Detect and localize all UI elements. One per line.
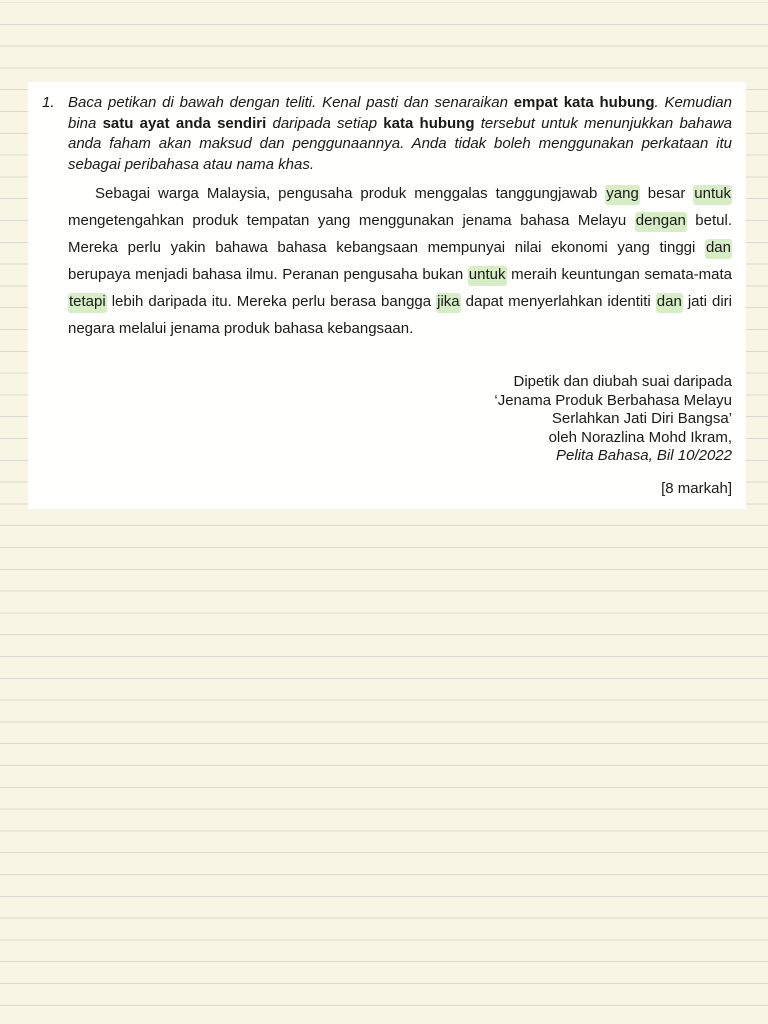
- highlighted-conjunction: untuk: [468, 266, 507, 286]
- question-number: 1.: [42, 94, 55, 111]
- passage-text: meraih keuntungan semata-mata: [506, 266, 733, 283]
- passage-text: Sebagai warga Malaysia, pengusaha produk menggalas tanggungjawab: [95, 185, 606, 202]
- marks-label: [8 markah]: [661, 480, 732, 497]
- question-card: [28, 82, 746, 509]
- instruction-text: Baca petikan di bawah dengan teliti. Kenal pasti dan senaraikan: [68, 94, 514, 111]
- source-line: Dipetik dan diubah suai daripada: [513, 373, 732, 390]
- source-line: Serlahkan Jati Diri Bangsa’: [551, 410, 732, 427]
- reading-passage: [68, 180, 732, 342]
- highlighted-conjunction: dan: [705, 239, 732, 259]
- source-line: ‘Jenama Produk Berbahasa Melayu: [494, 391, 732, 409]
- source-citation: [494, 373, 732, 466]
- highlighted-conjunction: tetapi: [68, 293, 107, 313]
- passage-text: jati diri negara melalui jenama produk bahasa kebangsaan.: [68, 293, 732, 337]
- highlighted-conjunction: jika: [436, 293, 461, 313]
- passage-text: betul. Mereka perlu yakin bahawa bahasa kebangsaan mempunyai nilai ekonomi yang tinggi: [68, 212, 732, 256]
- instruction-text: tersebut untuk menunjukkan bahawa anda faham akan maksud dan penggunaannya. Anda tidak boleh menggunakan perkataan itu sebagai peribahasa atau nama khas.: [68, 114, 733, 173]
- highlighted-conjunction: dengan: [635, 212, 687, 232]
- source-line: oleh Norazlina Mohd Ikram,: [548, 428, 732, 446]
- instruction-text: daripada setiap: [266, 114, 384, 132]
- question-instruction: [68, 93, 732, 175]
- instruction-emphasis: satu ayat anda sendiri: [102, 114, 267, 132]
- highlighted-conjunction: dan: [656, 293, 683, 313]
- highlighted-conjunction: yang: [605, 185, 640, 205]
- source-line: Pelita Bahasa, Bil 10/2022: [556, 447, 732, 464]
- passage-text: dapat menyerlahkan identiti: [460, 293, 656, 310]
- passage-text: mengetengahkan produk tempatan yang menggunakan jenama bahasa Melayu: [68, 212, 635, 229]
- passage-text: besar: [639, 185, 694, 202]
- passage-text: lebih daripada itu. Mereka perlu berasa bangga: [106, 293, 437, 310]
- instruction-emphasis: kata hubung: [383, 114, 475, 132]
- instruction-text: . Kemudian bina: [68, 94, 732, 132]
- passage-text: berupaya menjadi bahasa ilmu. Peranan pengusaha bukan: [68, 266, 468, 283]
- highlighted-conjunction: untuk: [693, 185, 732, 205]
- instruction-emphasis: empat kata hubung: [513, 94, 655, 111]
